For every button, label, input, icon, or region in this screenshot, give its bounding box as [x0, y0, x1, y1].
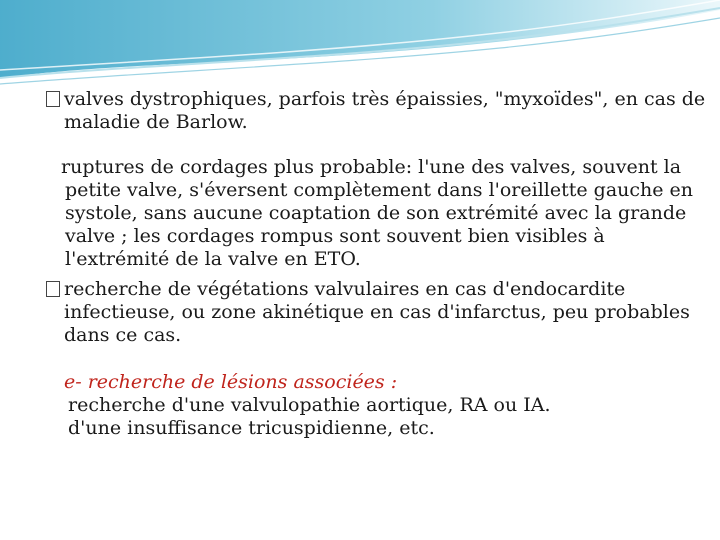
checkbox-bullet-icon	[46, 281, 60, 297]
section-body	[68, 394, 688, 440]
paragraph-valves: valves dystrophiques, parfois très épaissies, "myxoïdes", en cas de maladie de Barlow.	[46, 88, 706, 134]
checkbox-bullet-icon	[46, 91, 60, 107]
paragraph-vegetations: recherche de végétations valvulaires en cas d'endocardite infectieuse, ou zone akinétique en cas d'infarctus, peu probables dans ce cas.	[46, 278, 706, 347]
section-line-2: d'une insuffisance tricuspidienne, etc.	[68, 417, 435, 439]
section-title: e- recherche de lésions associées :	[64, 371, 398, 393]
section-line-1: recherche d'une valvulopathie aortique, RA ou IA.	[68, 394, 551, 416]
paragraph-ruptures: ruptures de cordages plus probable: l'une des valves, souvent la petite valve, s'éversent complètement dans l'oreillette gauche en systole, sans aucune coaptation de son extrémité avec la grande valve ; les cordages rompus sont souvent bien visibles à l'extrémité de la valve en ETO.	[61, 156, 694, 270]
